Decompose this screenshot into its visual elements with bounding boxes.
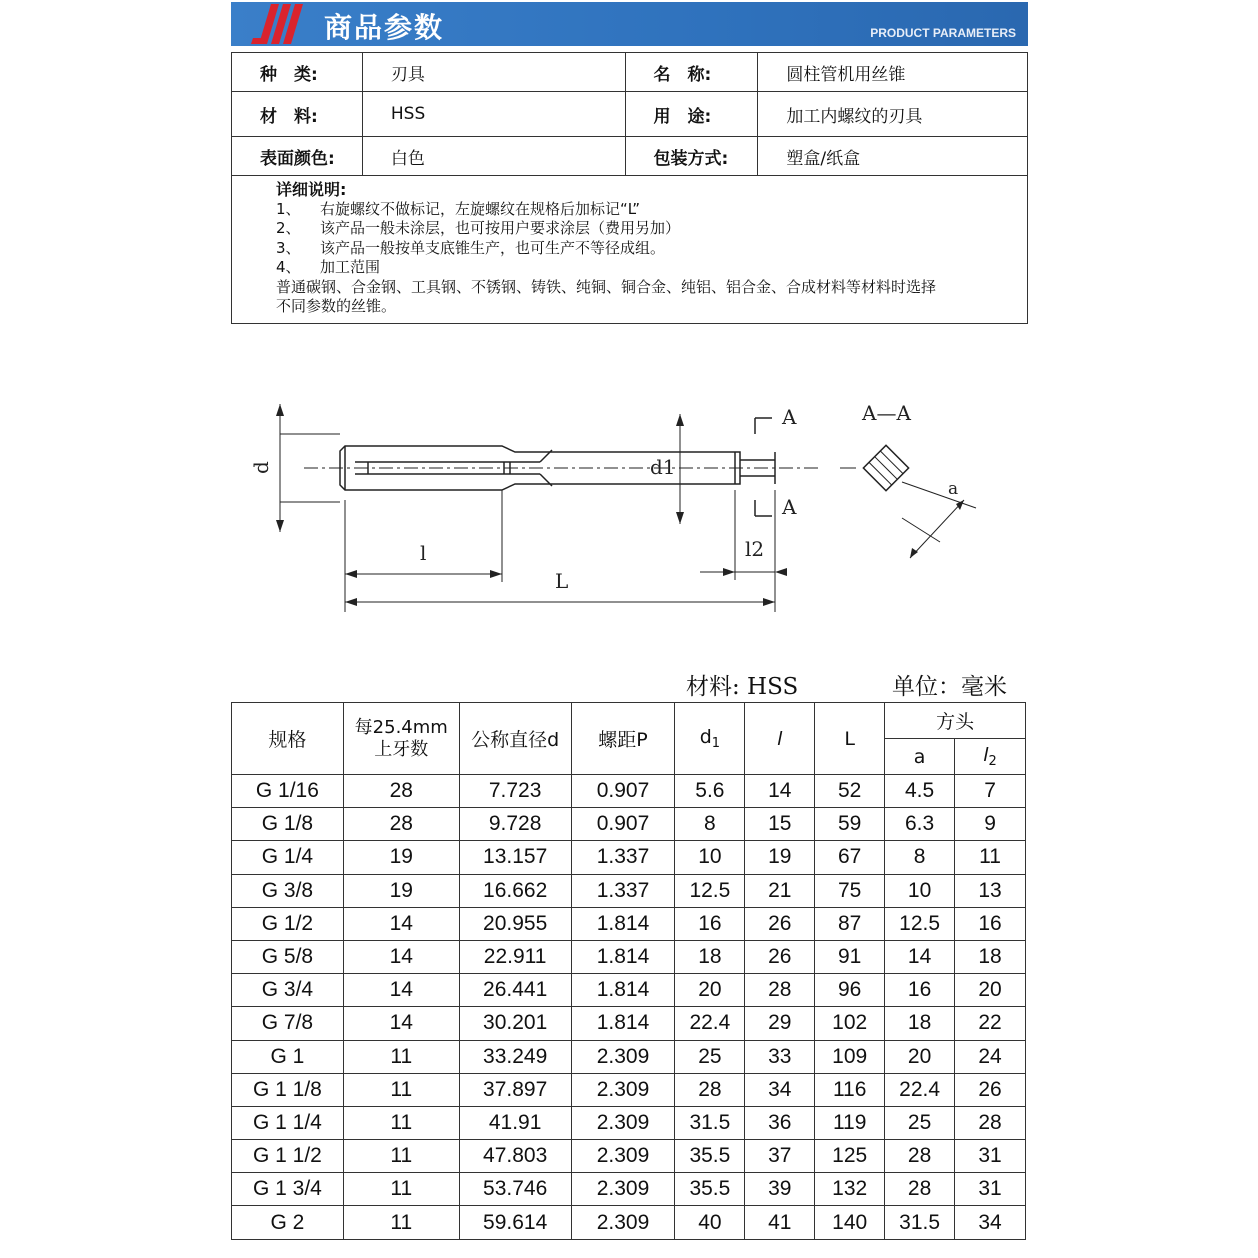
drawing-label-d1: d1 — [650, 455, 676, 479]
table-cell-l2: 22 — [955, 1007, 1026, 1040]
table-cell-d1: 12.5 — [675, 874, 745, 907]
table-cell-l2: 28 — [955, 1106, 1026, 1139]
drawing-label-a-top: A — [782, 405, 797, 429]
table-cell-d: 37.897 — [459, 1073, 571, 1106]
details-extra-line: 普通碳钢、合金钢、工具钢、不锈钢、铸铁、纯铜、铜合金、纯铝、铝合金、合成材料等材料时选择 — [276, 277, 937, 296]
header-banner — [231, 2, 1028, 46]
table-cell-tpi: 19 — [343, 874, 459, 907]
table-cell-spec: G 2 — [232, 1206, 344, 1239]
table-row — [232, 940, 1026, 973]
table-cell-tpi: 14 — [343, 974, 459, 1007]
table-cell-d: 47.803 — [459, 1140, 571, 1173]
table-row — [232, 808, 1026, 841]
table-cell-tpi: 14 — [343, 1007, 459, 1040]
table-cell-tpi: 11 — [343, 1206, 459, 1239]
spec-table — [231, 702, 1026, 1240]
product-info-table — [231, 52, 1028, 324]
table-row — [232, 1173, 1026, 1206]
table-cell-l2: 20 — [955, 974, 1026, 1007]
table-cell-l2: 31 — [955, 1140, 1026, 1173]
table-cell-d1: 22.4 — [675, 1007, 745, 1040]
info-label: 名 称: — [625, 53, 758, 92]
table-cell-spec: G 1/16 — [232, 775, 344, 808]
table-cell-spec: G 1 3/4 — [232, 1173, 344, 1206]
col-nominal-diameter: 公称直径d — [459, 703, 571, 775]
table-cell-d: 16.662 — [459, 874, 571, 907]
table-cell-l: 37 — [745, 1140, 815, 1173]
details-block — [232, 176, 1028, 324]
table-cell-L: 116 — [815, 1073, 885, 1106]
table-cell-spec: G 1/4 — [232, 841, 344, 874]
table-cell-L: 52 — [815, 775, 885, 808]
table-cell-a: 31.5 — [885, 1206, 955, 1239]
table-cell-l: 39 — [745, 1173, 815, 1206]
table-cell-l: 19 — [745, 841, 815, 874]
table-cell-p: 0.907 — [571, 775, 675, 808]
table-cell-l: 26 — [745, 907, 815, 940]
table-cell-d1: 20 — [675, 974, 745, 1007]
table-cell-spec: G 5/8 — [232, 940, 344, 973]
table-cell-a: 14 — [885, 940, 955, 973]
table-cell-l2: 26 — [955, 1073, 1026, 1106]
table-cell-d1: 16 — [675, 907, 745, 940]
table-cell-L: 67 — [815, 841, 885, 874]
col-tpi: 每25.4mm 上牙数 — [343, 703, 459, 775]
drawing-label-l2: l2 — [745, 537, 765, 561]
table-cell-p: 1.814 — [571, 940, 675, 973]
table-cell-l2: 11 — [955, 841, 1026, 874]
table-cell-p: 2.309 — [571, 1106, 675, 1139]
info-value: 白色 — [362, 137, 625, 176]
table-cell-L: 119 — [815, 1106, 885, 1139]
table-cell-a: 25 — [885, 1106, 955, 1139]
table-cell-d1: 8 — [675, 808, 745, 841]
table-cell-l: 41 — [745, 1206, 815, 1239]
table-cell-L: 96 — [815, 974, 885, 1007]
table-cell-p: 0.907 — [571, 808, 675, 841]
info-value: 圆柱管机用丝锥 — [758, 53, 1028, 92]
info-row — [232, 92, 1028, 137]
table-cell-d1: 35.5 — [675, 1173, 745, 1206]
col-square-head: 方头 — [885, 703, 1026, 739]
drawing-label-a-bottom: A — [782, 495, 797, 519]
table-row — [232, 874, 1026, 907]
col-d1: $d_1$ — [675, 703, 745, 775]
info-label: 用 途: — [625, 92, 758, 137]
table-cell-a: 20 — [885, 1040, 955, 1073]
table-cell-L: 59 — [815, 808, 885, 841]
drawing-label-a: a — [948, 479, 959, 499]
table-cell-l2: 7 — [955, 775, 1026, 808]
table-cell-p: 2.309 — [571, 1206, 675, 1239]
table-cell-l: 29 — [745, 1007, 815, 1040]
spec-header-row — [232, 703, 1026, 739]
table-cell-tpi: 11 — [343, 1140, 459, 1173]
table-cell-l: 21 — [745, 874, 815, 907]
table-cell-a: 16 — [885, 974, 955, 1007]
table-cell-l: 33 — [745, 1040, 815, 1073]
table-cell-l2: 16 — [955, 907, 1026, 940]
table-cell-l: 14 — [745, 775, 815, 808]
table-cell-tpi: 11 — [343, 1173, 459, 1206]
col-l2: $l_2$ — [955, 739, 1026, 775]
col-spec: 规格 — [232, 703, 344, 775]
drawing-label-section: A—A — [862, 401, 911, 425]
table-cell-spec: G 7/8 — [232, 1007, 344, 1040]
table-cell-d1: 28 — [675, 1073, 745, 1106]
table-cell-d: 13.157 — [459, 841, 571, 874]
table-cell-l2: 18 — [955, 940, 1026, 973]
table-row — [232, 775, 1026, 808]
table-cell-tpi: 14 — [343, 940, 459, 973]
info-value: 刃具 — [362, 53, 625, 92]
col-L: L — [815, 703, 885, 775]
col-l: l — [745, 703, 815, 775]
table-cell-p: 1.337 — [571, 841, 675, 874]
table-cell-a: 10 — [885, 874, 955, 907]
table-cell-a: 28 — [885, 1140, 955, 1173]
table-cell-tpi: 11 — [343, 1106, 459, 1139]
table-cell-l2: 34 — [955, 1206, 1026, 1239]
table-row — [232, 974, 1026, 1007]
table-cell-a: 28 — [885, 1173, 955, 1206]
table-cell-d: 26.441 — [459, 974, 571, 1007]
table-cell-d: 22.911 — [459, 940, 571, 973]
info-value: 加工内螺纹的刃具 — [758, 92, 1028, 137]
table-row — [232, 1140, 1026, 1173]
table-cell-d1: 31.5 — [675, 1106, 745, 1139]
table-cell-p: 1.814 — [571, 974, 675, 1007]
table-row — [232, 841, 1026, 874]
banner-title: 商品参数 — [324, 11, 445, 44]
table-cell-l2: 9 — [955, 808, 1026, 841]
table-cell-d: 53.746 — [459, 1173, 571, 1206]
spec-unit: 单位：毫米 — [892, 674, 1007, 700]
table-cell-d: 9.728 — [459, 808, 571, 841]
table-cell-l2: 31 — [955, 1173, 1026, 1206]
table-cell-p: 1.814 — [571, 907, 675, 940]
details-item: 4、 加工范围 — [276, 258, 381, 276]
table-cell-spec: G 1 1/2 — [232, 1140, 344, 1173]
table-cell-p: 1.814 — [571, 1007, 675, 1040]
table-cell-d: 20.955 — [459, 907, 571, 940]
table-cell-tpi: 11 — [343, 1073, 459, 1106]
table-cell-L: 125 — [815, 1140, 885, 1173]
table-cell-l2: 24 — [955, 1040, 1026, 1073]
info-row — [232, 137, 1028, 176]
details-extra-line: 不同参数的丝锥。 — [276, 297, 397, 315]
info-label: 包装方式: — [625, 137, 758, 176]
table-cell-d1: 25 — [675, 1040, 745, 1073]
table-cell-l: 15 — [745, 808, 815, 841]
table-cell-spec: G 1 1/8 — [232, 1073, 344, 1106]
table-cell-d: 7.723 — [459, 775, 571, 808]
info-value: 塑盒/纸盒 — [758, 137, 1028, 176]
table-cell-l: 34 — [745, 1073, 815, 1106]
table-cell-d: 41.91 — [459, 1106, 571, 1139]
details-title: 详细说明: — [276, 180, 347, 199]
table-cell-d: 33.249 — [459, 1040, 571, 1073]
details-item: 2、 该产品一般未涂层，也可按用户要求涂层（费用另加） — [276, 219, 681, 237]
table-cell-spec: G 1 1/4 — [232, 1106, 344, 1139]
table-cell-a: 8 — [885, 841, 955, 874]
table-cell-tpi: 14 — [343, 907, 459, 940]
table-cell-L: 87 — [815, 907, 885, 940]
table-row — [232, 1040, 1026, 1073]
table-cell-L: 102 — [815, 1007, 885, 1040]
spec-material: 材料: HSS — [686, 674, 799, 700]
drawing-label-l: l — [420, 541, 427, 565]
details-item: 3、 该产品一般按单支底锥生产，也可生产不等径成组。 — [276, 238, 666, 257]
table-cell-l: 28 — [745, 974, 815, 1007]
brand-logo-icon — [249, 2, 309, 46]
table-cell-d1: 18 — [675, 940, 745, 973]
table-cell-d1: 10 — [675, 841, 745, 874]
info-value: HSS — [362, 92, 625, 137]
info-label: 种 类: — [232, 53, 363, 92]
table-cell-spec: G 3/8 — [232, 874, 344, 907]
info-label: 材 料: — [232, 92, 363, 137]
table-row — [232, 1073, 1026, 1106]
table-cell-tpi: 19 — [343, 841, 459, 874]
table-cell-p: 2.309 — [571, 1140, 675, 1173]
table-cell-d1: 35.5 — [675, 1140, 745, 1173]
drawing-label-d: d — [249, 461, 273, 474]
table-row — [232, 1106, 1026, 1139]
table-cell-d: 59.614 — [459, 1206, 571, 1239]
details-item: 1、 右旋螺纹不做标记，左旋螺纹在规格后加标记“L” — [276, 199, 640, 218]
table-cell-tpi: 11 — [343, 1040, 459, 1073]
table-cell-spec: G 1/2 — [232, 907, 344, 940]
tap-technical-drawing — [240, 390, 1000, 630]
table-cell-l: 36 — [745, 1106, 815, 1139]
table-cell-L: 132 — [815, 1173, 885, 1206]
table-cell-l: 26 — [745, 940, 815, 973]
table-cell-tpi: 28 — [343, 808, 459, 841]
table-cell-d1: 5.6 — [675, 775, 745, 808]
table-cell-L: 140 — [815, 1206, 885, 1239]
table-row — [232, 907, 1026, 940]
table-row — [232, 1007, 1026, 1040]
table-cell-spec: G 1/8 — [232, 808, 344, 841]
table-cell-spec: G 3/4 — [232, 974, 344, 1007]
table-cell-d: 30.201 — [459, 1007, 571, 1040]
table-cell-a: 4.5 — [885, 775, 955, 808]
table-cell-L: 75 — [815, 874, 885, 907]
table-cell-a: 18 — [885, 1007, 955, 1040]
table-cell-l2: 13 — [955, 874, 1026, 907]
table-cell-L: 109 — [815, 1040, 885, 1073]
banner-subtitle: PRODUCT PARAMETERS — [870, 26, 1016, 40]
table-cell-tpi: 28 — [343, 775, 459, 808]
table-cell-p: 2.309 — [571, 1040, 675, 1073]
drawing-label-L: L — [555, 569, 569, 593]
table-cell-a: 12.5 — [885, 907, 955, 940]
info-label: 表面颜色: — [232, 137, 363, 176]
table-cell-p: 2.309 — [571, 1073, 675, 1106]
details-row — [232, 176, 1028, 324]
table-cell-p: 2.309 — [571, 1173, 675, 1206]
table-cell-p: 1.337 — [571, 874, 675, 907]
table-row — [232, 1206, 1026, 1239]
col-a: a — [885, 739, 955, 775]
table-cell-a: 6.3 — [885, 808, 955, 841]
info-row — [232, 53, 1028, 92]
spec-table-body — [232, 775, 1026, 1240]
table-cell-d1: 40 — [675, 1206, 745, 1239]
table-cell-spec: G 1 — [232, 1040, 344, 1073]
table-cell-a: 22.4 — [885, 1073, 955, 1106]
table-cell-L: 91 — [815, 940, 885, 973]
col-pitch: 螺距P — [571, 703, 675, 775]
